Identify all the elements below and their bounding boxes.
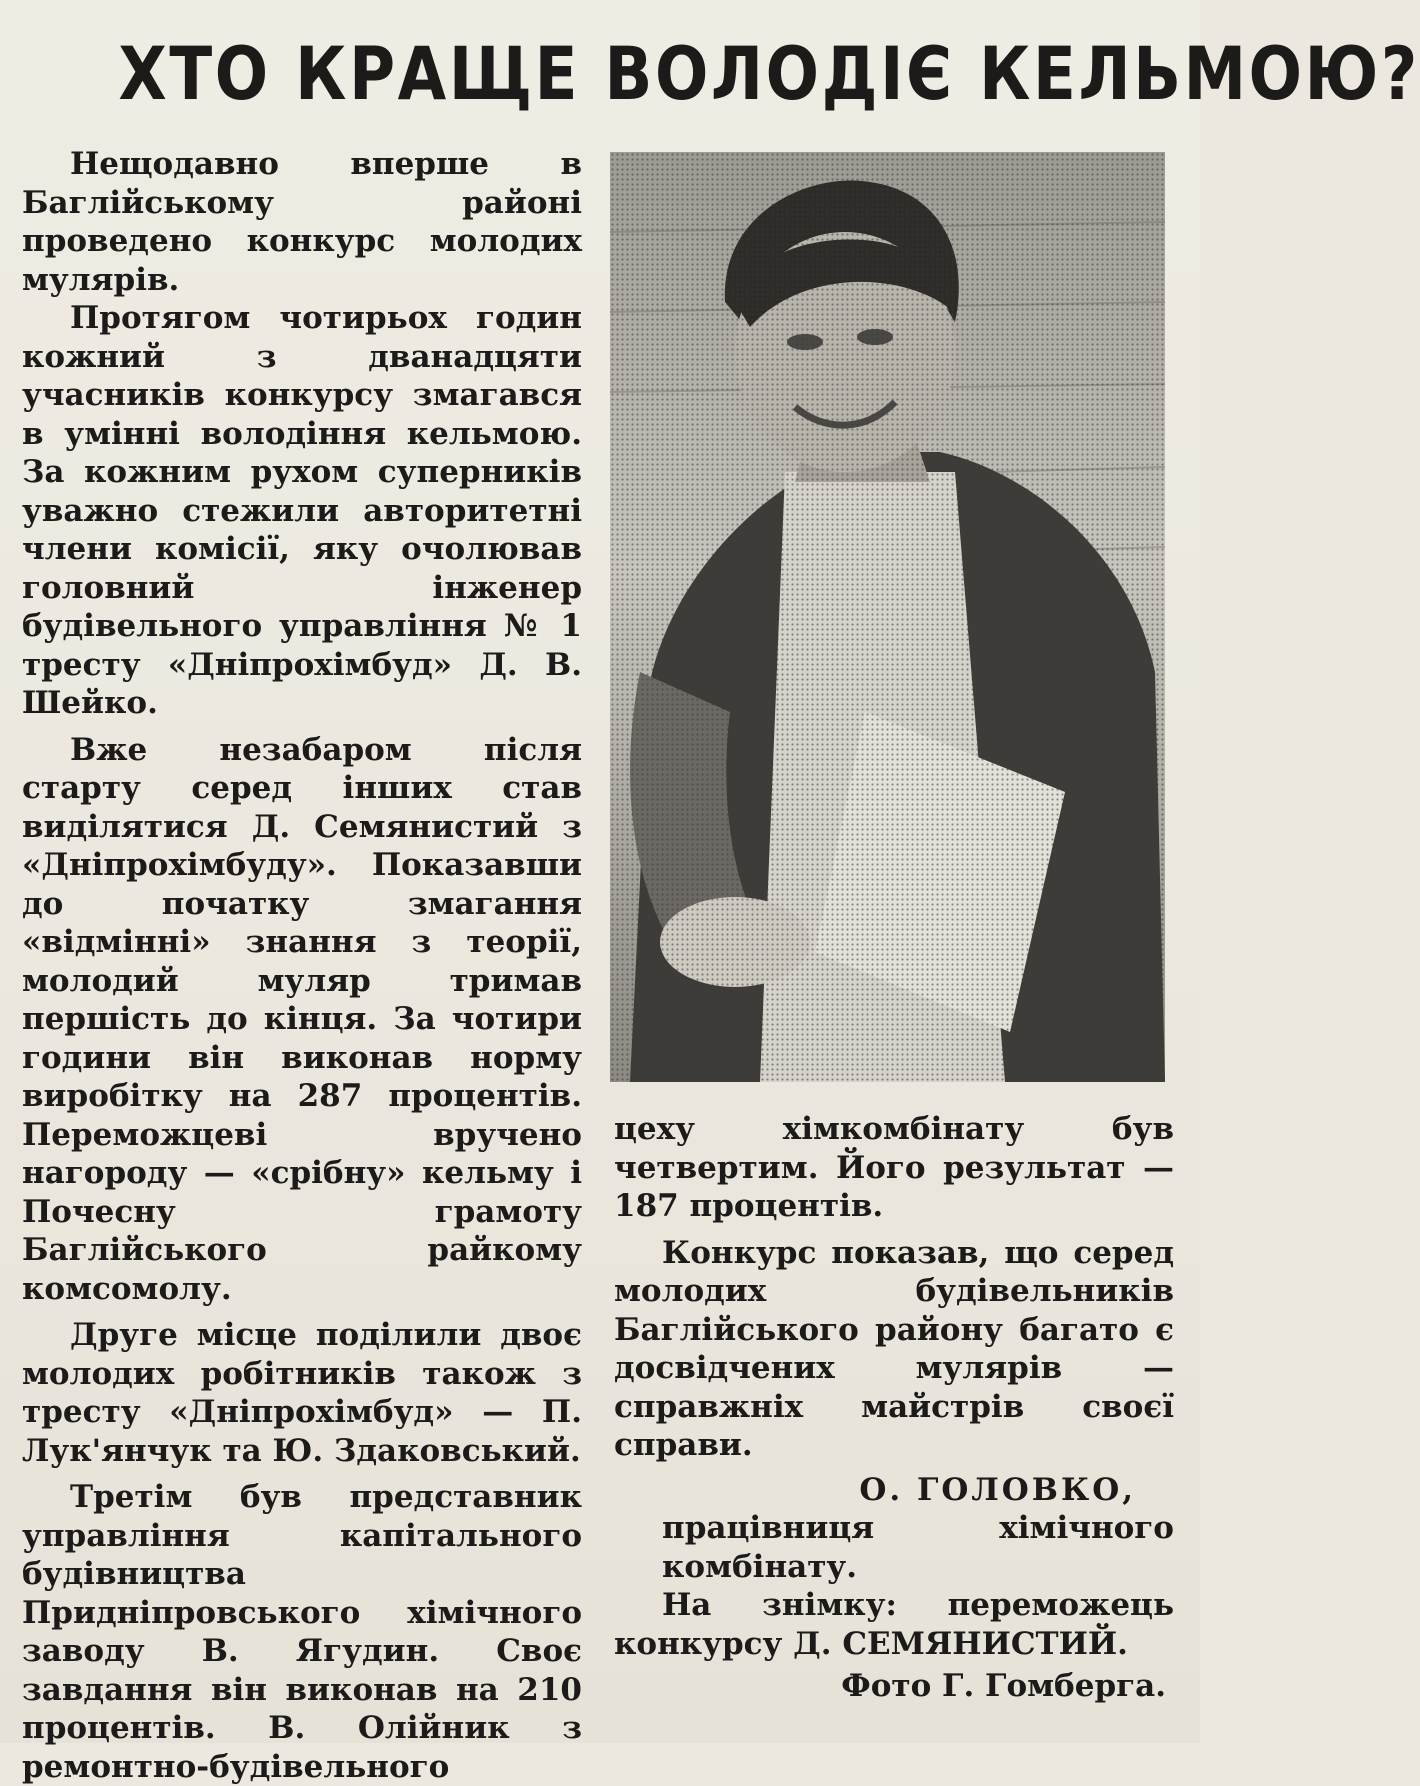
- paragraph-fourth-place: цеху хімкомбінату був четвертим. Його результат — 187 процентів.: [614, 1111, 1174, 1224]
- paragraph-competition: Протягом чотирьох годин кожний з дванадцяти учасників конкурсу змагався в умінні володіння кельмою. За кожним рухом суперників уважно стежили авторитетні члени комісії, яку очолював головний інженер будівельного управління № 1 тресту «Дніпрохімбуд» Д. В. Шейко.: [22, 300, 582, 721]
- paragraph-conclusion: Конкурс показав, що серед молодих будівельників Баглійського району багато є досвідчених мулярів — справжніх майстрів своєї справи.: [614, 1234, 1174, 1463]
- paragraph-intro: Нещодавно вперше в Баглійському районі проведено конкурс молодих мулярів.: [22, 146, 582, 298]
- article-right-column: [614, 1110, 1174, 1706]
- paragraph-second-place: Друге місце поділили двоє молодих робітників також з тресту «Дніпрохімбуд» — П. Лук'янчук та Ю. Здаковський.: [22, 1317, 582, 1469]
- paragraph-winner: Вже незабаром після старту серед інших став виділятися Д. Семянистий з «Дніпрохімбуду». Показавши до початку змагання «відмінні» знання з теорії, молодий муляр тримав першість до кінця. За чотири години він виконав норму виробітку на 287 процентів. Переможцеві вручено нагороду — «срібну» кельму і Почесну грамоту Баглійського райкому комсомолу.: [22, 731, 582, 1307]
- paragraph-third-place: Третім був представник управління капітального будівництва Придніпровського хімічного заводу В. Ягудин. Своє завдання він виконав на 210 процентів. В. Олійник з ремонтно-будівельного: [22, 1479, 582, 1785]
- headline: ХТО КРАЩЕ ВОЛОДІЄ КЕЛЬМОЮ?: [118, 32, 1420, 117]
- article-left-column: [22, 145, 582, 1786]
- photo-caption: На знімку: переможець конкурсу Д. СЕМЯНИСТИЙ.: [614, 1587, 1174, 1662]
- halftone-photo: [610, 152, 1165, 1082]
- photo-credit: Фото Г. Гомберга.: [841, 1668, 1166, 1704]
- author-name: О. ГОЛОВКО,: [859, 1471, 1136, 1508]
- photo-portrait: [610, 152, 1165, 1082]
- author-role: працівниця хімічного комбінату.: [662, 1510, 1174, 1585]
